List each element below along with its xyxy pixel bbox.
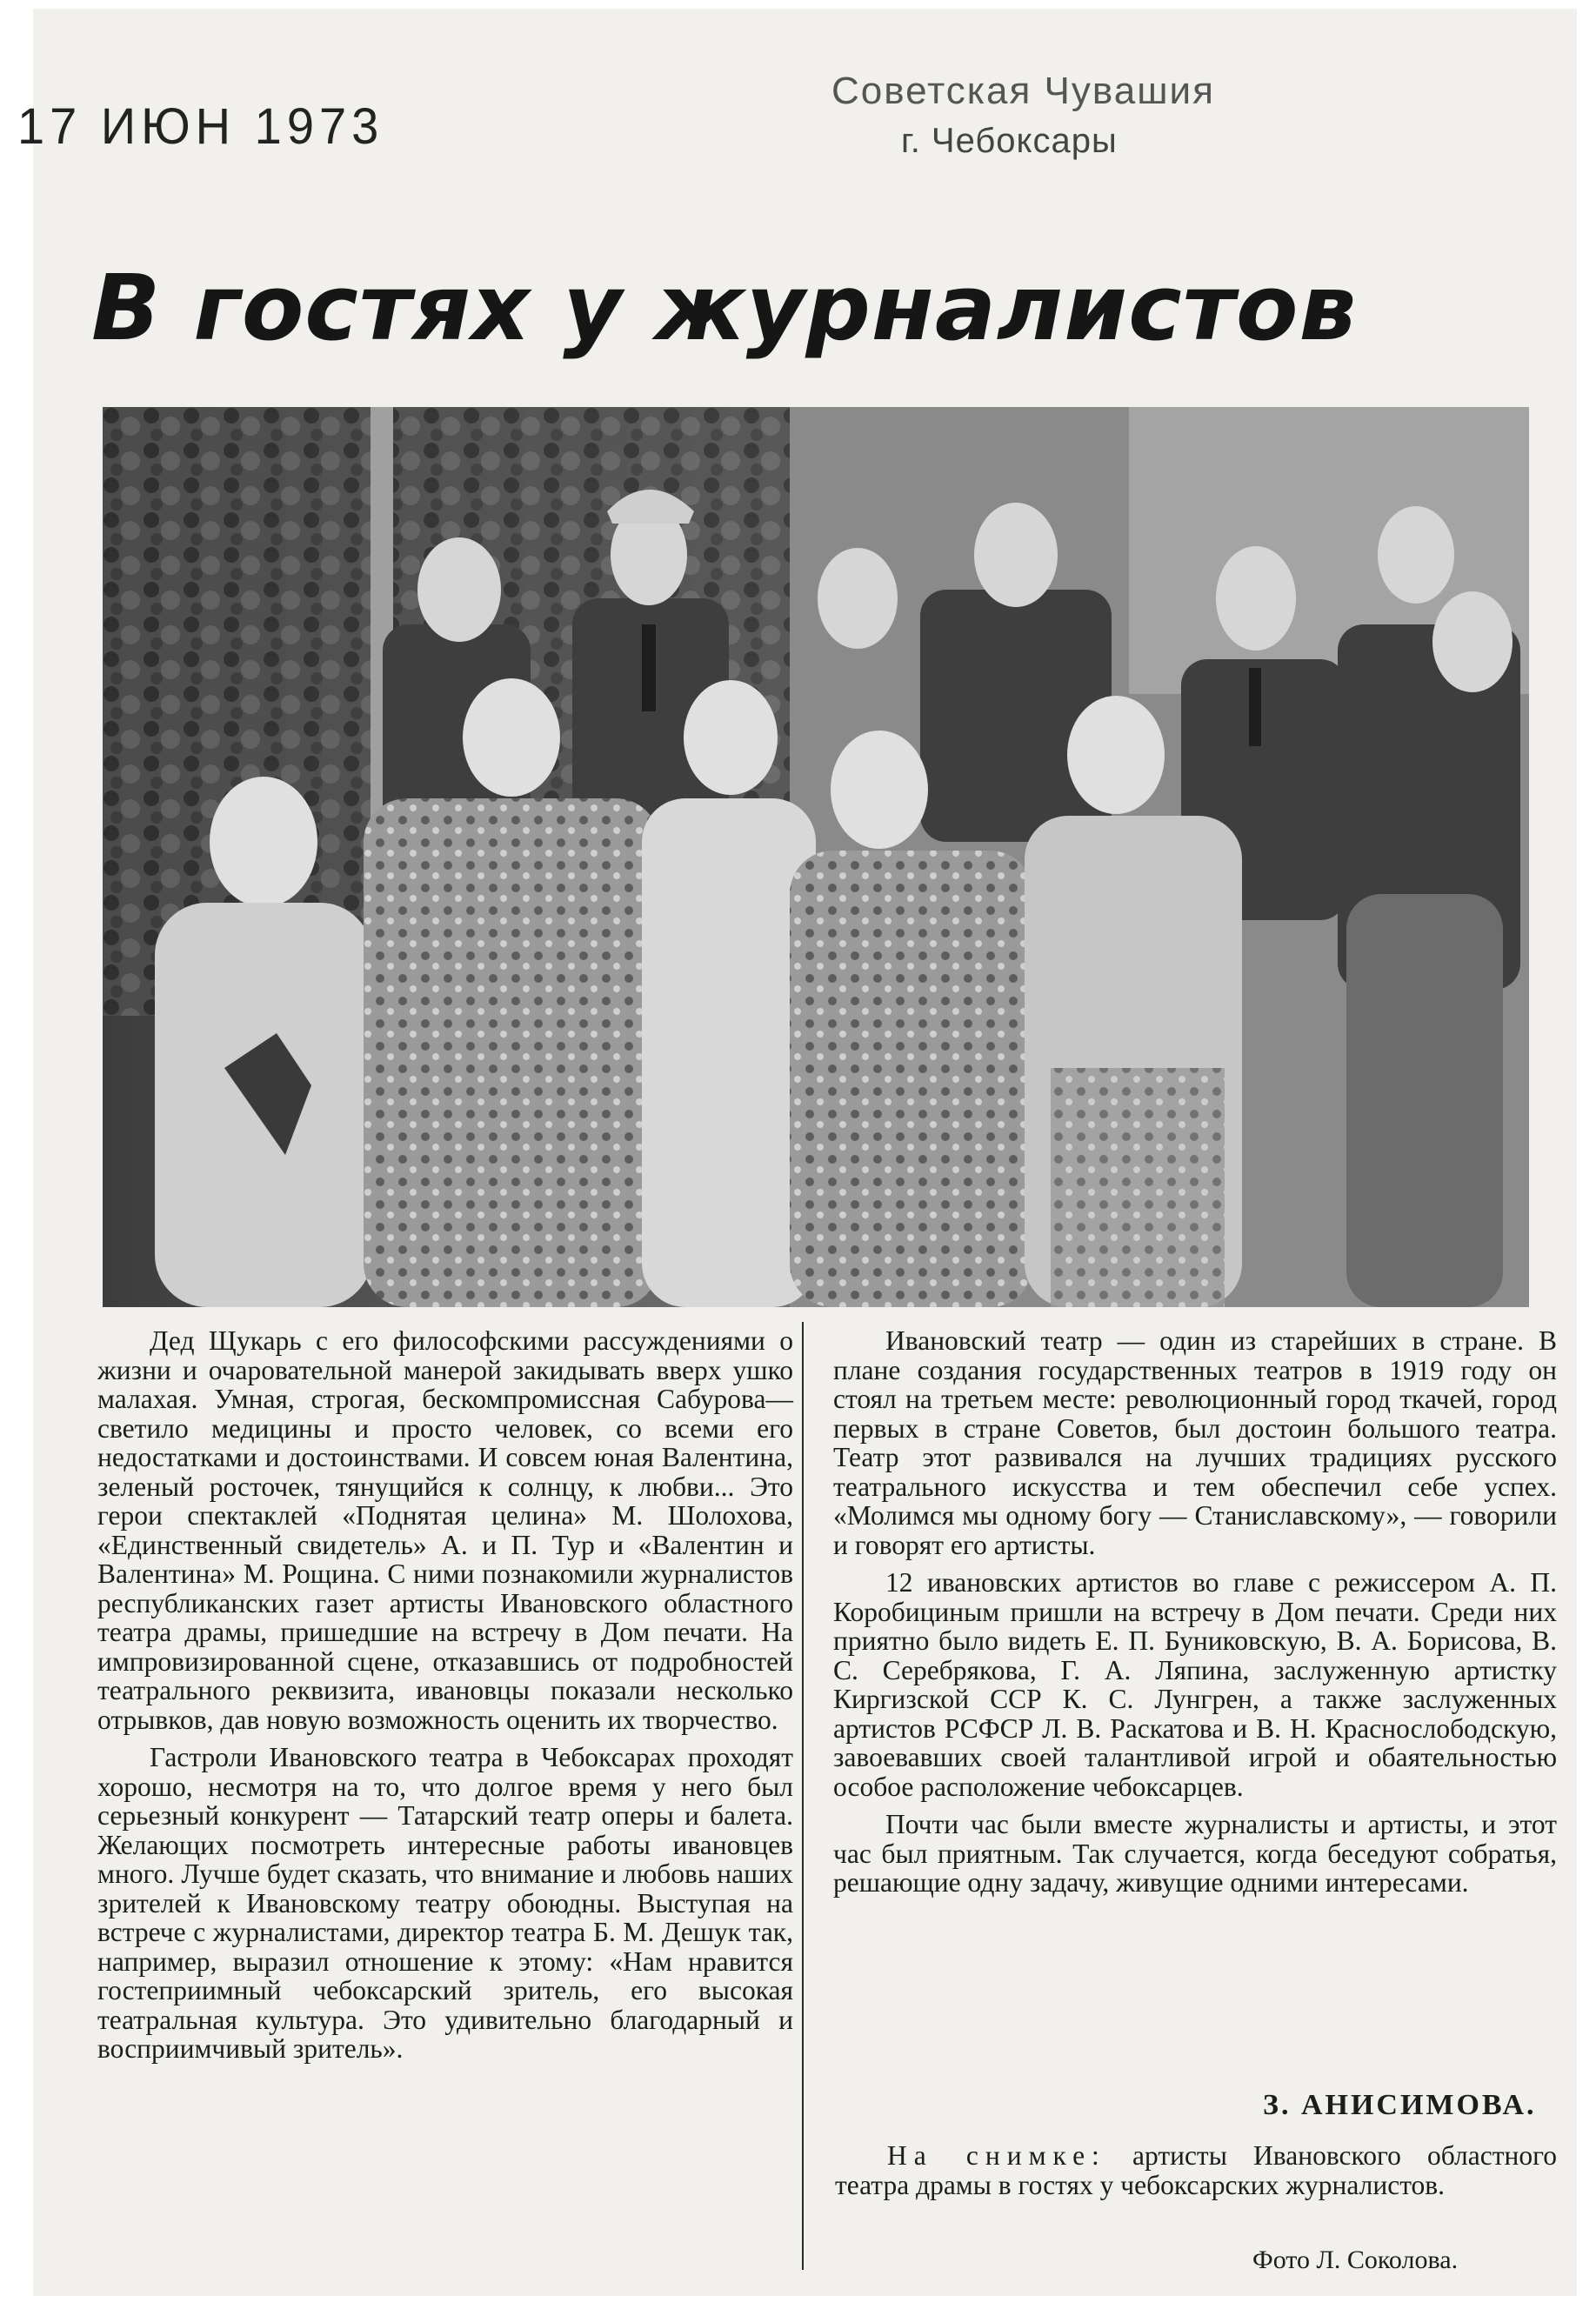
left-paragraph-2: Гастроли Ивановского театра в Чебоксарах проходят хорошо, несмотря на то, что долгое время у него был серьезный конкурент — Татарский театр оперы и балета. Желающих посмотреть интересные работы ивановцев много. Лучше будет сказать, что внимание и любовь наших зрителей к Ивановскому театру обоюдны. Выступая на встрече с журналистами, директор театра Б. М. Дешук так, например, выразил отношение к этому: «Нам нравится гостеприимный чебоксарский зритель, его высокая театральная культура. Это удивительно благодарный и восприимчивый зритель». [97, 1742, 793, 2064]
caption-label: На снимке: [887, 2140, 1106, 2171]
article-headline: В гостях у журналистов [91, 255, 1358, 361]
caption-text: артисты Ивановского областного театра драмы в гостях у чебоксарских журналистов. [835, 2140, 1557, 2200]
photo-credit: Фото Л. Соколова. [1252, 2246, 1459, 2274]
group-photo [103, 407, 1529, 1307]
date-stamp: 17 ИЮН 1973 [17, 97, 384, 155]
right-paragraph-1: Ивановский театр — один из старейших в стране. В плане создания государственных театров в 1919 году он стоял на третьем месте: революционный город ткачей, город первых в стране Советов, был достоин большого театра. Театр этот развивался на лучших традициях русского театрального искусства и тем обеспечил себе успех. «Молимся мы одному богу — Станиславскому», — говорили и говорят его артисты. [833, 1325, 1557, 1560]
city-stamp: г. Чебоксары [901, 122, 1118, 160]
newspaper-name-stamp: Советская Чувашия [831, 70, 1215, 112]
article-right-column [833, 1326, 1557, 1906]
article-author: З. АНИСИМОВА. [1263, 2089, 1537, 2121]
right-paragraph-2: 12 ивановских артистов во главе с режиссером А. П. Коробициным пришли на встречу в Дом печати. Среди них приятно было видеть Е. П. Буниковскую, В. А. Борисова, В. С. Серебрякова, Г. А. Ляпина, заслуженную артистку Киргизской ССР К. С. Лунгрен, а также заслуженных артистов РСФСР Л. В. Раскатова и В. Н. Краснослободскую, завоевавших своей талантливой игрой и обаятельностью особое расположение чебоксарцев. [833, 1567, 1557, 1802]
column-divider [802, 1322, 804, 2270]
photo-caption [835, 2141, 1557, 2199]
right-paragraph-3: Почти час были вместе журналисты и артисты, и этот час был приятным. Так случается, когда беседуют собратья, решающие одну задачу, живущие одними интересами. [833, 1809, 1557, 1898]
article-left-column [97, 1326, 793, 2072]
left-paragraph-1: Дед Щукарь с его философскими рассуждениями о жизни и очаровательной манерой закидывать вверх ушко малахая. Умная, строгая, бескомпромиссная Сабурова—светило медицины и просто человек, со всеми его недостатками и достоинствами. И совсем юная Валентина, зеленый росточек, тянущийся к солнцу, к любви... Это герои спектаклей «Поднятая целина» М. Шолохова, «Единственный свидетель» А. и П. Тур и «Валентин и Валентина» М. Рощина. С ними познакомили журналистов республиканских газет артисты Ивановского областного театра драмы, пришедшие на встречу в Дом печати. На импровизированной сцене, отказавшись от подробностей театрального реквизита, ивановцы показали несколько отрывков, дав новую возможность оценить их творчество. [97, 1325, 793, 1735]
